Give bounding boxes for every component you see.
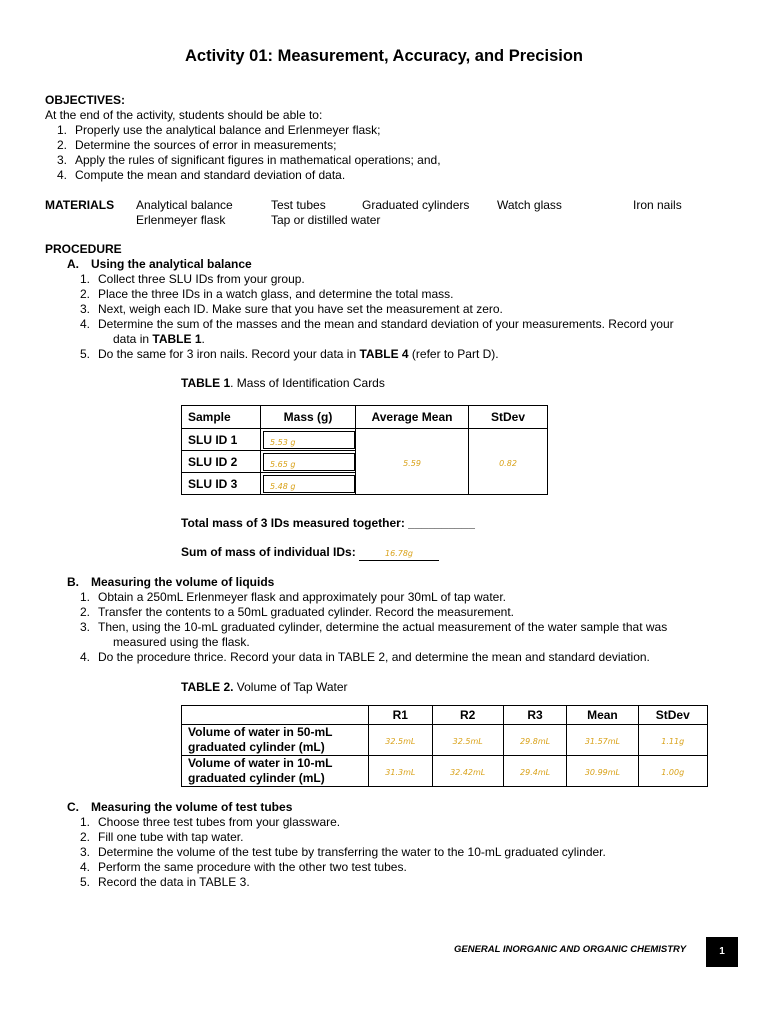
value-cell: 31.57mL: [567, 725, 638, 756]
table-header: R1: [369, 706, 433, 725]
table-header-row: [182, 706, 708, 725]
table2-caption: TABLE 2. Volume of Tap Water: [181, 680, 348, 694]
sample-cell: SLU ID 2: [182, 451, 261, 473]
value-cell: 32.5mL: [369, 725, 433, 756]
handwritten-value: 16.78g: [385, 549, 414, 558]
total-mass-line: Total mass of 3 IDs measured together: __________: [181, 516, 475, 530]
table-header: Average Mean: [356, 406, 469, 429]
sample-cell: SLU ID 1: [182, 429, 261, 451]
table-header: Sample: [182, 406, 261, 429]
table-row: [182, 756, 708, 787]
section-b-heading: B. Measuring the volume of liquids: [67, 575, 275, 589]
table-header: [182, 706, 369, 725]
mean-cell: [356, 429, 469, 495]
procedure-b-item: 2. Transfer the contents to a 50mL graduated cylinder. Record the measurement.: [79, 605, 515, 619]
handwritten-value: 5.48 g: [270, 481, 296, 491]
value-cell: 1.11g: [638, 725, 708, 756]
material-item: Test tubes: [271, 198, 326, 212]
procedure-a-item-continuation: data in TABLE 1.: [113, 332, 205, 346]
table-header: R2: [432, 706, 503, 725]
table-header-row: [182, 406, 548, 429]
objective-item: 3. Apply the rules of significant figures in mathematical operations; and,: [56, 153, 441, 167]
value-cell: 1.00g: [638, 756, 708, 787]
procedure-b-item: 3. Then, using the 10-mL graduated cylinder, determine the actual measurement of the water sample that was: [79, 620, 668, 634]
table1-mass-of-ids: [181, 405, 548, 495]
row-label: Volume of water in 10-mL graduated cylinder (mL): [182, 756, 369, 787]
table-header: StDev: [469, 406, 548, 429]
procedure-c-item: 2. Fill one tube with tap water.: [79, 830, 244, 844]
table-header: R3: [503, 706, 567, 725]
procedure-a-item: 4. Determine the sum of the masses and the mean and standard deviation of your measurements. Record your: [79, 317, 674, 331]
handwritten-value: 5.53 g: [270, 437, 296, 447]
handwritten-value: 0.82: [499, 458, 517, 468]
mass-cell: [261, 451, 356, 473]
sum-mass-line: Sum of mass of individual IDs: 16.78g: [181, 545, 439, 561]
value-cell: 31.3mL: [369, 756, 433, 787]
table-header: StDev: [638, 706, 708, 725]
page-title: Activity 01: Measurement, Accuracy, and Precision: [185, 47, 583, 65]
procedure-a-item: 3. Next, weigh each ID. Make sure that you have set the measurement at zero.: [79, 302, 503, 316]
page-number: 1: [706, 937, 738, 967]
procedure-c-item: 3. Determine the volume of the test tube by transferring the water to the 10-mL graduated cylinder.: [79, 845, 606, 859]
procedure-c-item: 5. Record the data in TABLE 3.: [79, 875, 250, 889]
procedure-a-item: 2. Place the three IDs in a watch glass, and determine the total mass.: [79, 287, 454, 301]
procedure-c-item: 1. Choose three test tubes from your glassware.: [79, 815, 341, 829]
section-c-heading: C. Measuring the volume of test tubes: [67, 800, 293, 814]
material-item: Graduated cylinders: [362, 198, 470, 212]
table2-volume-of-tap-water: [181, 705, 708, 787]
table-row: [182, 725, 708, 756]
value-cell: 32.5mL: [432, 725, 503, 756]
procedure-c-item: 4. Perform the same procedure with the other two test tubes.: [79, 860, 407, 874]
procedure-a-item: 1. Collect three SLU IDs from your group.: [79, 272, 305, 286]
handwritten-value: 5.59: [403, 458, 421, 468]
value-cell: 29.4mL: [503, 756, 567, 787]
procedure-a-item: 5. Do the same for 3 iron nails. Record your data in TABLE 4 (refer to Part D).: [79, 347, 499, 361]
row-label: Volume of water in 50-mL graduated cylinder (mL): [182, 725, 369, 756]
material-item: Tap or distilled water: [271, 213, 381, 227]
objective-item: 4. Compute the mean and standard deviation of data.: [56, 168, 346, 182]
value-cell: 32.42mL: [432, 756, 503, 787]
table-row: [182, 429, 548, 451]
handwritten-value: 5.65 g: [270, 459, 296, 469]
material-item: Analytical balance: [136, 198, 233, 212]
material-item: Iron nails: [633, 198, 682, 212]
sample-cell: SLU ID 3: [182, 473, 261, 495]
objective-item: 2. Determine the sources of error in measurements;: [56, 138, 337, 152]
material-item: Watch glass: [497, 198, 562, 212]
section-a-heading: A. Using the analytical balance: [67, 257, 252, 271]
footer-course-title: GENERAL INORGANIC AND ORGANIC CHEMISTRY: [454, 944, 687, 955]
objective-item: 1. Properly use the analytical balance and Erlenmeyer flask;: [56, 123, 381, 137]
table1-caption: TABLE 1. Mass of Identification Cards: [181, 376, 385, 390]
procedure-b-item: 4. Do the procedure thrice. Record your data in TABLE 2, and determine the mean and standard deviation.: [79, 650, 650, 664]
table-header: Mean: [567, 706, 638, 725]
procedure-b-item-continuation: measured using the flask.: [113, 635, 250, 649]
mass-cell: [261, 429, 356, 451]
objectives-intro: At the end of the activity, students should be able to:: [45, 108, 323, 122]
procedure-b-item: 1. Obtain a 250mL Erlenmeyer flask and approximately pour 30mL of tap water.: [79, 590, 506, 604]
materials-heading: MATERIALS: [45, 198, 115, 212]
table-header: Mass (g): [261, 406, 356, 429]
stdev-cell: [469, 429, 548, 495]
objectives-heading: OBJECTIVES:: [45, 93, 126, 107]
procedure-heading: PROCEDURE: [45, 242, 122, 256]
value-cell: 30.99mL: [567, 756, 638, 787]
value-cell: 29.8mL: [503, 725, 567, 756]
material-item: Erlenmeyer flask: [136, 213, 226, 227]
mass-cell: [261, 473, 356, 495]
